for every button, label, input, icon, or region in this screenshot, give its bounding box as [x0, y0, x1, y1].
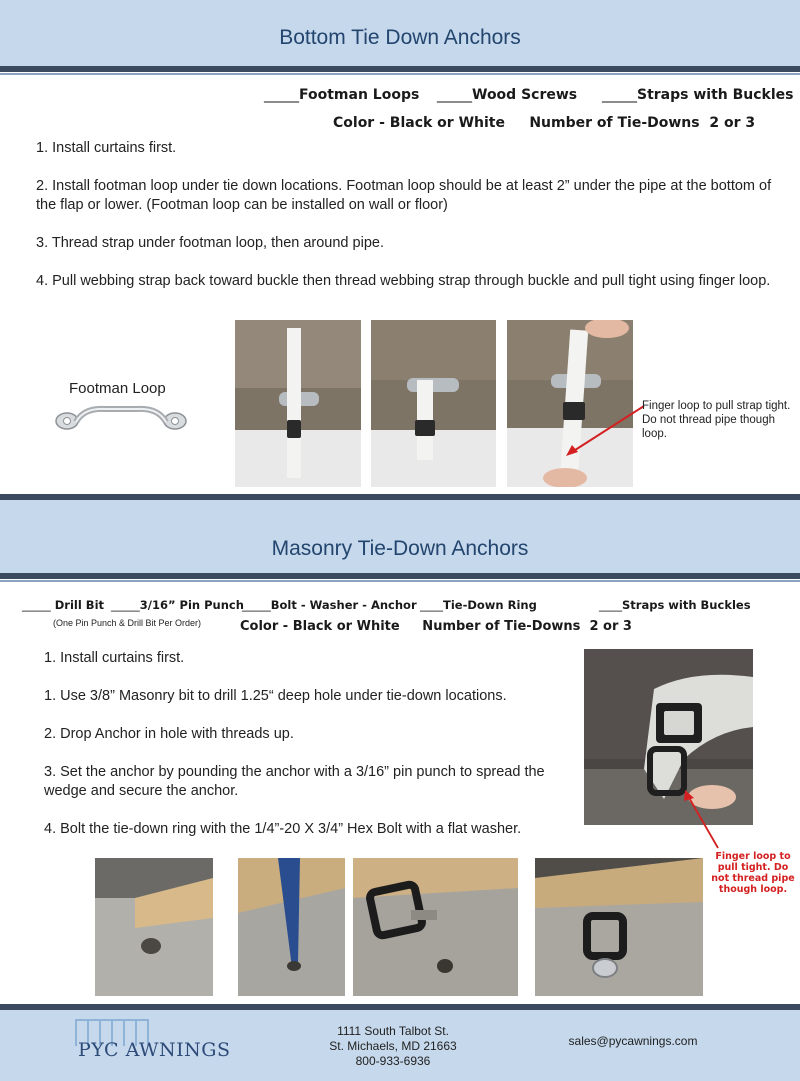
section1-step-3: 3. Thread strap under footman loop, then around pipe.	[36, 235, 384, 251]
section2-step-3: 3. Set the anchor by pounding the anchor with a 3/16” pin punch to spread the wedge and secure the anchor.	[44, 764, 545, 799]
checklist-blank: ____	[599, 598, 622, 612]
section2-title: Masonry Tie-Down Anchors	[271, 537, 529, 560]
checklist-label: Footman Loops	[299, 87, 420, 103]
section1-header-rule-thin	[0, 73, 800, 75]
checklist-label: Straps with Buckles	[637, 87, 794, 103]
section1-step-4: 4. Pull webbing strap back toward buckle then thread webbing strap through buckle and pull tight using finger loop.	[36, 273, 771, 289]
tie-down-ring-photo	[535, 858, 703, 996]
section2-header-rule	[0, 573, 800, 579]
checklist-blank: _____	[264, 87, 299, 103]
checklist-blank: _____	[242, 598, 271, 612]
checklist-label: Tie-Down Ring	[443, 598, 537, 612]
section1-options: Color - Black or White Number of Tie-Downs 2 or 3	[333, 115, 756, 131]
section2-step-2: 2. Drop Anchor in hole with threads up.	[44, 726, 294, 742]
section2-options: Color - Black or White Number of Tie-Downs 2 or 3	[240, 619, 632, 634]
checklist-straps-buckles-2	[599, 598, 751, 612]
section2-header-rule-thin	[0, 580, 800, 582]
section1-callout: Finger loop to pull strap tight. Do not thread pipe though loop.	[642, 400, 791, 440]
checklist-blank: _____	[111, 598, 140, 612]
checklist-footman-loops	[264, 87, 419, 103]
drill-hole-photo	[95, 858, 213, 996]
callout-arrow-2	[680, 790, 730, 850]
section2-callout: Finger loop to pull tight. Do not thread pipe though loop.	[711, 851, 795, 895]
section1-step-2: 2. Install footman loop under tie down locations. Footman loop should be at least 2” under the pipe at the bottom of the flap or lower. (Footman loop can be installed on wall or floor)	[36, 178, 772, 213]
footman-loop-label: Footman Loop	[69, 380, 166, 397]
checklist-label: Drill Bit	[50, 598, 105, 612]
checklist-label: Wood Screws	[472, 87, 578, 103]
checklist-straps-buckles	[602, 87, 794, 103]
section2-note: (One Pin Punch & Drill Bit Per Order)	[53, 618, 202, 628]
footer-address-line-2: St. Michaels, MD 21663	[329, 1039, 457, 1053]
checklist-drill-bit	[22, 598, 104, 612]
checklist-blank: _____	[22, 598, 51, 612]
footer-phone: 800-933-6936	[355, 1054, 431, 1068]
footer-email-link[interactable]: sales@pycawnings.com	[568, 1034, 698, 1048]
pin-punch-photo	[238, 858, 345, 996]
checklist-label: Bolt - Washer - Anchor	[270, 598, 417, 612]
footer-address-line-1: 1111 South Talbot St.	[337, 1024, 449, 1038]
footer-logo: PYC AWNINGS	[78, 1039, 231, 1061]
section1-header-rule	[0, 66, 800, 72]
anchor-bolt-photo	[353, 858, 518, 996]
checklist-pin-punch	[111, 598, 244, 612]
footman-loop-image	[54, 404, 188, 438]
section2-step-0: 1. Install curtains first.	[44, 650, 185, 666]
checklist-blank: _____	[437, 87, 472, 103]
checklist-bolt-washer-anchor	[242, 598, 417, 612]
checklist-blank: ____	[420, 598, 443, 612]
section1-title: Bottom Tie Down Anchors	[279, 26, 521, 49]
checklist-tie-down-ring	[420, 598, 537, 612]
strap-step-photo-2	[371, 320, 496, 487]
checklist-wood-screws	[437, 87, 577, 103]
section2-step-4: 4. Bolt the tie-down ring with the 1/4”-20 X 3/4” Hex Bolt with a flat washer.	[44, 821, 522, 837]
section2-step-1: 1. Use 3/8” Masonry bit to drill 1.25“ deep hole under tie-down locations.	[44, 688, 507, 704]
section1-step-1: 1. Install curtains first.	[36, 140, 177, 156]
callout-arrow-1	[560, 400, 650, 460]
checklist-blank: _____	[602, 87, 637, 103]
strap-step-photo-1	[235, 320, 361, 487]
checklist-label: Straps with Buckles	[622, 598, 751, 612]
checklist-label: 3/16” Pin Punch	[139, 598, 244, 612]
